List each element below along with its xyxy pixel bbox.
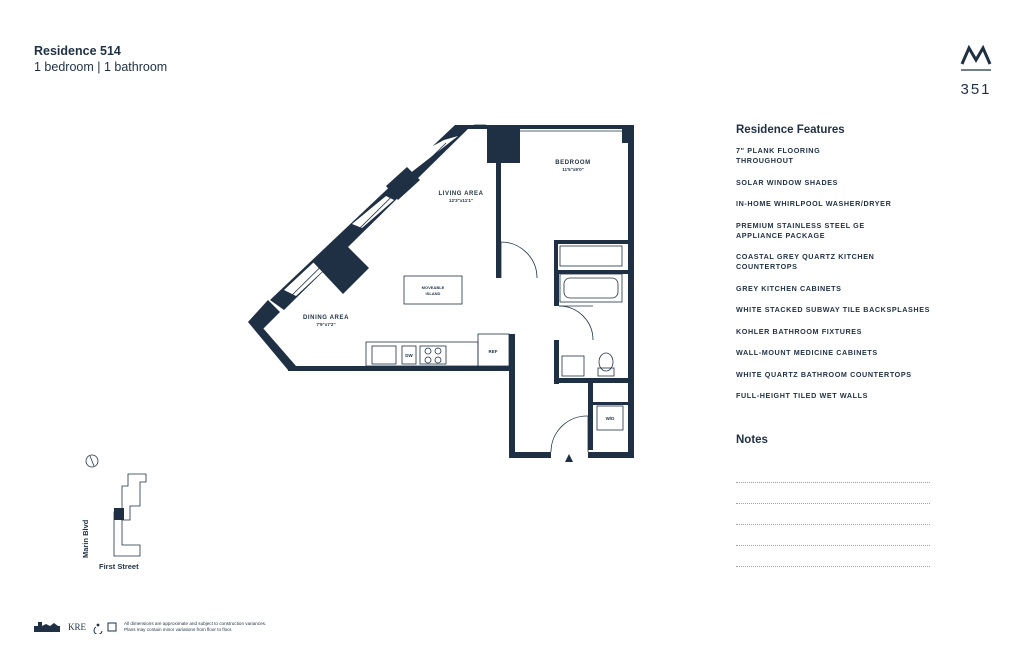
room-living-name: LIVING AREA <box>438 191 484 197</box>
feature-item: 7" PLANK FLOORING THROUGHOUT <box>736 146 821 165</box>
room-dining-name: DINING AREA <box>302 315 350 321</box>
feature-item: PREMIUM STAINLESS STEEL GE APPLIANCE PACKAGE <box>736 220 865 240</box>
disclaimer-line-1: All dimensions are approximate and subject to construction variances. <box>124 621 267 626</box>
notes-heading: Notes <box>736 434 768 446</box>
logo-number: 351 <box>960 81 992 98</box>
features-panel <box>736 124 976 413</box>
wall <box>509 334 515 458</box>
wall-block <box>313 237 369 294</box>
room-living-dims: 12'3"x11'1" <box>448 198 474 203</box>
note-line[interactable] <box>736 504 930 525</box>
street-first: First Street <box>99 562 139 571</box>
island-label-1: MOVEABLE <box>421 285 445 290</box>
wall <box>588 402 634 405</box>
feature-item: WALL-MOUNT MEDICINE CABINETS <box>736 348 878 357</box>
features-heading: Residence Features <box>736 124 845 136</box>
note-line[interactable] <box>736 462 930 483</box>
street-marin: Marin Blvd <box>81 519 90 558</box>
wall <box>288 366 513 371</box>
ref-label: REF <box>488 349 498 354</box>
feature-item: FULL-HEIGHT TILED WET WALLS <box>736 391 868 400</box>
wall-column <box>487 125 520 163</box>
wall <box>554 270 559 306</box>
wall <box>455 125 633 129</box>
equal-housing-icon <box>108 623 116 631</box>
wall <box>248 320 296 370</box>
room-dining-dims: 7'9"x7'2" <box>316 322 336 327</box>
disclaimer <box>124 621 294 633</box>
wall <box>554 270 634 274</box>
dw-label: DW <box>405 353 413 358</box>
room-bedroom-name: BEDROOM <box>555 160 591 166</box>
note-line[interactable] <box>736 546 930 567</box>
wall <box>554 240 558 270</box>
wall <box>496 160 501 278</box>
entry-arrow-icon <box>565 454 573 462</box>
wall <box>588 452 634 458</box>
feature-item: SOLAR WINDOW SHADES <box>736 177 839 187</box>
wd-label: W/D <box>605 416 615 421</box>
feature-item: IN-HOME WHIRLPOOL WASHER/DRYER <box>736 199 892 208</box>
wall <box>554 240 634 244</box>
wall <box>554 340 559 384</box>
residence-subtitle: 1 bedroom | 1 bathroom <box>34 60 168 74</box>
wall <box>509 452 551 458</box>
note-line[interactable] <box>736 525 930 546</box>
kre-logo: KRE <box>68 622 86 632</box>
island-label-2: ISLAND <box>425 291 441 296</box>
feature-item: KOHLER BATHROOM FIXTURES <box>736 326 863 336</box>
key-plan <box>86 455 146 556</box>
feature-item: WHITE QUARTZ BATHROOM COUNTERTOPS <box>736 369 912 379</box>
residence-title: Residence 514 <box>34 44 121 58</box>
wall <box>554 378 634 383</box>
wall <box>628 125 634 458</box>
disclaimer-line-2: Plans may contain minor variations from floor to floor. <box>124 627 233 632</box>
note-line[interactable] <box>736 483 930 504</box>
notes-panel <box>736 434 930 567</box>
wall <box>588 378 593 450</box>
room-bedroom-dims: 11'5"x9'0" <box>562 167 584 172</box>
feature-item: WHITE STACKED SUBWAY TILE BACKSPLASHES <box>736 305 930 314</box>
skyline-logo-icon <box>34 622 60 632</box>
feature-item: GREY KITCHEN CABINETS <box>736 283 842 293</box>
feature-item: COASTAL GREY QUARTZ KITCHEN COUNTERTOPS <box>736 252 875 271</box>
unit-highlight <box>114 508 124 520</box>
accessibility-icon <box>94 624 102 634</box>
